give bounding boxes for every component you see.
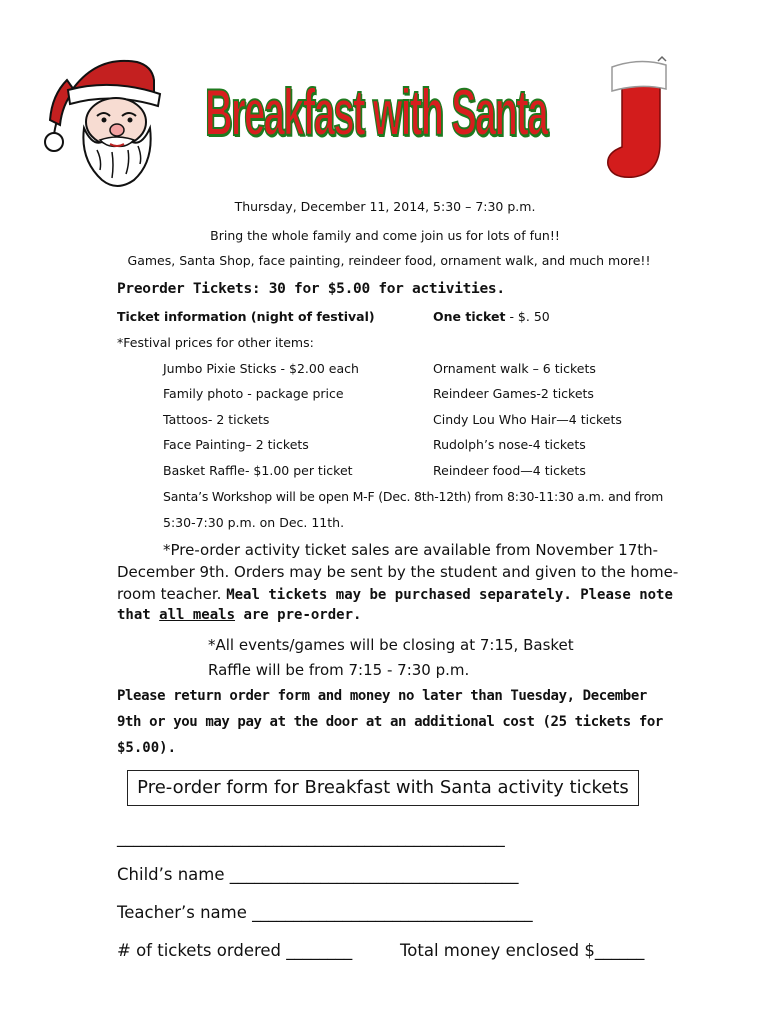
money-enclosed-label: Total money enclosed $ — [400, 941, 595, 960]
notice-line-2: December 9th. Orders may be sent by the student and given to the home- — [117, 563, 679, 581]
price-item-left-3: Tattoos- 2 tickets — [163, 412, 270, 427]
tickets-ordered-label: # of tickets ordered — [117, 941, 282, 960]
meal-tickets-note: Meal tickets may be purchased separately. Please note — [226, 587, 673, 603]
santa-face-icon — [42, 50, 182, 195]
festival-prices-label: *Festival prices for other items: — [117, 335, 314, 350]
price-item-right-5: Reindeer food—4 tickets — [433, 463, 586, 478]
price-item-left-4: Face Painting– 2 tickets — [163, 437, 309, 452]
return-notice-line-3: $5.00). — [117, 740, 177, 756]
child-name-label: Child’s name — [117, 865, 225, 884]
closing-line-2: Raffle will be from 7:15 - 7:30 p.m. — [208, 661, 470, 679]
money-enclosed-field[interactable] — [400, 941, 644, 960]
workshop-line-2: 5:30-7:30 p.m. on Dec. 11th. — [163, 515, 345, 530]
activities-line: Games, Santa Shop, face painting, reindeer food, ornament walk, and much more!! — [127, 253, 651, 268]
one-ticket-price: - $. 50 — [505, 309, 550, 324]
preorder-form-box — [127, 770, 639, 806]
price-item-left-5: Basket Raffle- $1.00 per ticket — [163, 463, 353, 478]
tickets-ordered-field[interactable] — [117, 941, 352, 960]
money-enclosed-blank[interactable]: ______ — [594, 941, 645, 960]
return-notice-line-2: 9th or you may pay at the door at an additional cost (25 tickets for — [117, 714, 663, 730]
form-top-line: _______________________________________________ — [117, 828, 505, 847]
price-item-right-4: Rudolph’s nose-4 tickets — [433, 437, 586, 452]
closing-line-1: *All events/games will be closing at 7:15, Basket — [208, 636, 574, 654]
teacher-name-field[interactable] — [117, 903, 533, 922]
notice-line-4 — [117, 607, 361, 623]
one-ticket-label: One ticket — [433, 309, 506, 324]
teacher-name-blank[interactable]: __________________________________ — [246, 903, 533, 922]
price-item-right-2: Reindeer Games-2 tickets — [433, 386, 594, 401]
teacher-name-label: Teacher’s name — [117, 903, 247, 922]
preorder-heading: Preorder Tickets: 30 for $5.00 for activities. — [117, 281, 505, 297]
child-name-field[interactable] — [117, 865, 519, 884]
price-item-right-1: Ornament walk – 6 tickets — [433, 361, 596, 376]
notice-line-1: *Pre-order activity ticket sales are available from November 17th- — [163, 541, 659, 559]
price-item-left-2: Family photo - package price — [163, 386, 344, 401]
ticket-info-label: Ticket information (night of festival) — [117, 309, 375, 324]
notice-line-3-plain: room teacher. — [117, 585, 227, 603]
workshop-line-1: Santa’s Workshop will be open M-F (Dec. 8th-12th) from 8:30-11:30 a.m. and from — [163, 489, 664, 504]
event-date-line: Thursday, December 11, 2014, 5:30 – 7:30 p.m. — [234, 199, 536, 214]
tickets-ordered-blank[interactable]: ________ — [281, 941, 353, 960]
return-notice-line-1: Please return order form and money no later than Tuesday, December — [117, 688, 647, 704]
notice-line-4-post: are pre-order. — [235, 607, 362, 623]
christmas-stocking-icon — [600, 55, 680, 185]
notice-line-3 — [117, 585, 673, 603]
invite-line: Bring the whole family and come join us for lots of fun!! — [210, 228, 560, 243]
price-item-right-3: Cindy Lou Who Hair—4 tickets — [433, 412, 622, 427]
all-meals-underlined: all meals — [159, 607, 236, 623]
price-item-left-1: Jumbo Pixie Sticks - $2.00 each — [163, 361, 359, 376]
page-title: Breakfast with Santa — [205, 75, 547, 149]
notice-line-4-pre: that — [117, 607, 160, 623]
one-ticket-price-line — [433, 309, 550, 324]
title-wrap — [205, 62, 570, 162]
preorder-form-title: Pre-order form for Breakfast with Santa activity tickets — [137, 777, 629, 798]
child-name-blank[interactable]: ___________________________________ — [224, 865, 519, 884]
